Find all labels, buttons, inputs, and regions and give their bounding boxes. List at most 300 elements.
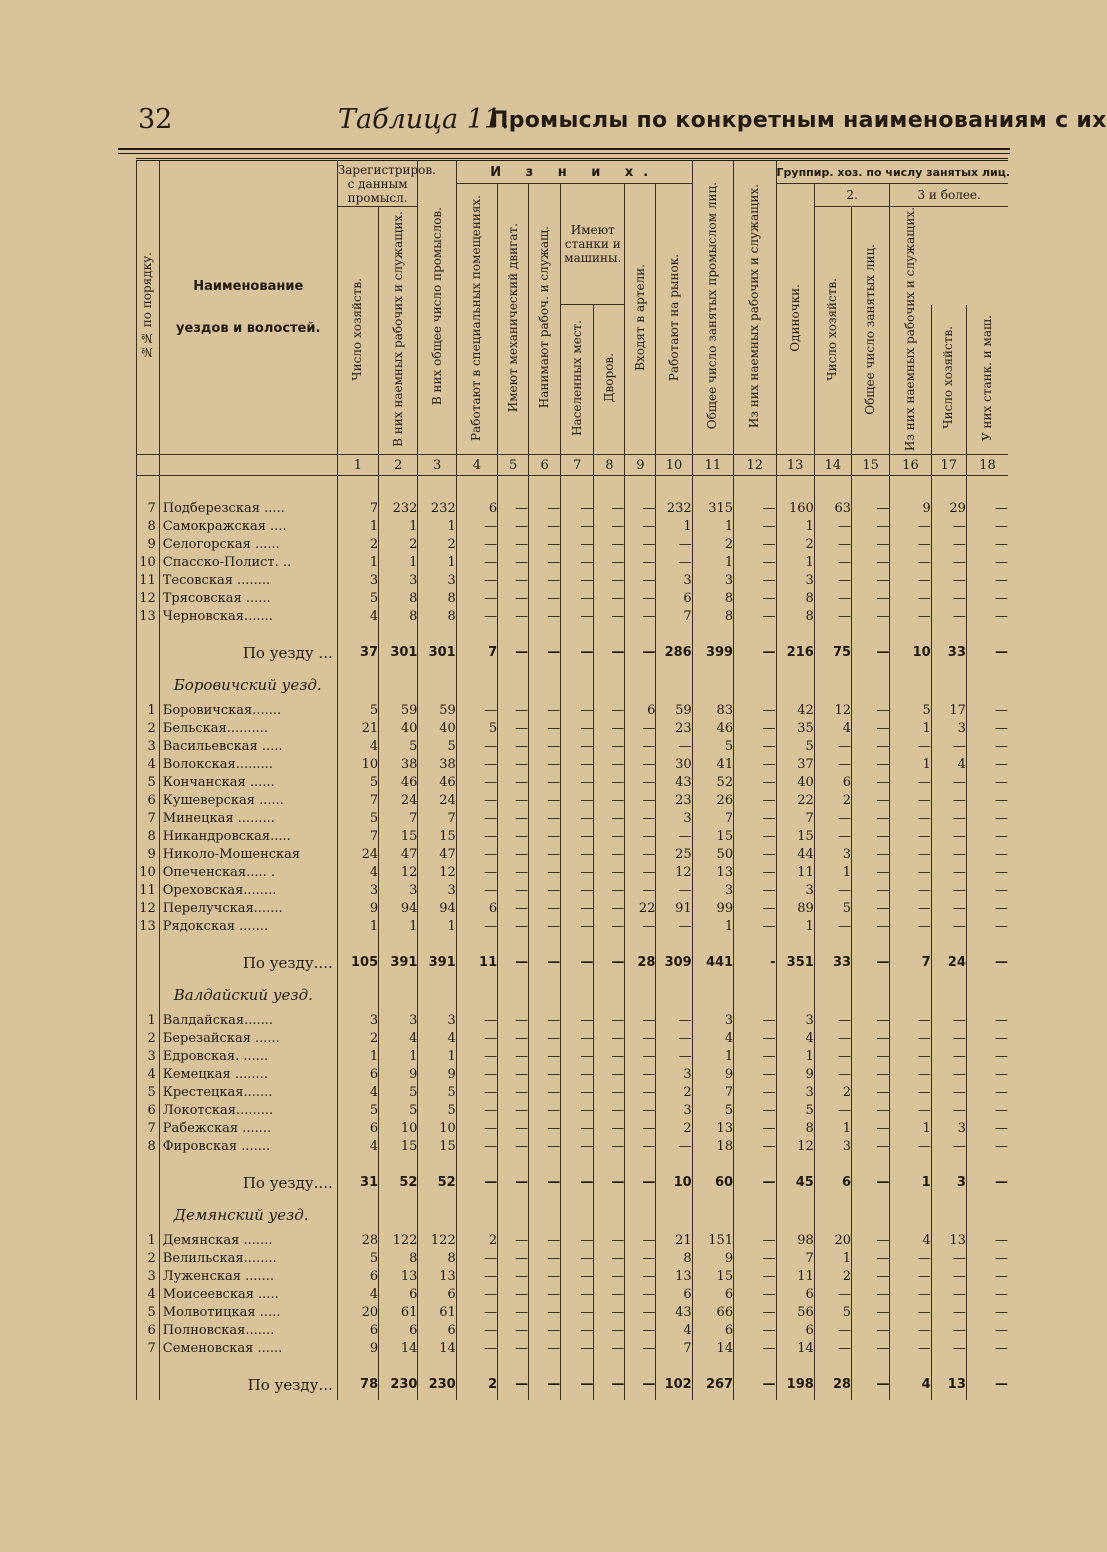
total-label: По уезду... bbox=[159, 1370, 337, 1400]
data-cell: — bbox=[966, 1340, 1008, 1358]
volost-name: Ореховская........ bbox=[159, 882, 337, 900]
empty-cell bbox=[931, 488, 966, 500]
data-cell: — bbox=[814, 572, 851, 590]
spacer-row bbox=[137, 1156, 1009, 1168]
empty-cell bbox=[137, 626, 160, 638]
total-cell: — bbox=[625, 1168, 656, 1198]
data-cell: — bbox=[456, 536, 497, 554]
empty-cell bbox=[966, 476, 1008, 489]
data-cell: — bbox=[561, 828, 594, 846]
table-row bbox=[137, 554, 1009, 572]
data-cell: — bbox=[966, 792, 1008, 810]
data-cell: 20 bbox=[814, 1232, 851, 1250]
data-cell: — bbox=[931, 1340, 966, 1358]
data-cell: — bbox=[625, 608, 656, 626]
data-cell: — bbox=[814, 1030, 851, 1048]
data-cell: — bbox=[594, 1286, 625, 1304]
table-row bbox=[137, 1048, 1009, 1066]
data-cell: — bbox=[931, 1250, 966, 1268]
data-cell: — bbox=[625, 1012, 656, 1030]
data-cell: — bbox=[594, 1102, 625, 1120]
data-cell: — bbox=[625, 1286, 656, 1304]
data-cell: 23 bbox=[656, 720, 692, 738]
data-cell: 1 bbox=[418, 1048, 456, 1066]
data-cell: — bbox=[456, 828, 497, 846]
data-cell: 7 bbox=[418, 810, 456, 828]
volost-name: Самокражская .... bbox=[159, 518, 337, 536]
volost-name: Семеновская ...... bbox=[159, 1340, 337, 1358]
data-cell: — bbox=[456, 1322, 497, 1340]
data-cell: 38 bbox=[418, 756, 456, 774]
total-cell: 267 bbox=[692, 1370, 733, 1400]
total-cell: 10 bbox=[890, 638, 931, 668]
data-cell: — bbox=[529, 536, 561, 554]
data-cell: — bbox=[561, 1138, 594, 1156]
data-cell: 1 bbox=[814, 864, 851, 882]
data-cell: 8 bbox=[379, 590, 418, 608]
table-row bbox=[137, 1340, 1009, 1358]
data-cell: 2 bbox=[379, 536, 418, 554]
empty-cell bbox=[456, 668, 497, 702]
data-cell: 232 bbox=[656, 500, 692, 518]
data-cell: 89 bbox=[776, 900, 814, 918]
data-cell: — bbox=[498, 608, 529, 626]
column-number: 7 bbox=[561, 455, 594, 476]
empty-cell bbox=[776, 488, 814, 500]
data-cell: 3 bbox=[379, 572, 418, 590]
empty-cell bbox=[692, 1198, 733, 1232]
column-number: 13 bbox=[776, 455, 814, 476]
data-cell: — bbox=[529, 1232, 561, 1250]
data-cell: 5 bbox=[692, 1102, 733, 1120]
data-cell: — bbox=[814, 1340, 851, 1358]
data-cell: — bbox=[890, 518, 931, 536]
col18-header: Из них наемных рабочих и служащих. bbox=[890, 207, 931, 455]
data-cell: 2 bbox=[656, 1120, 692, 1138]
row-number: 5 bbox=[137, 1304, 160, 1322]
row-number: 9 bbox=[137, 536, 160, 554]
volost-name: Кончанская ...... bbox=[159, 774, 337, 792]
data-cell: — bbox=[852, 756, 890, 774]
data-cell: — bbox=[456, 1250, 497, 1268]
data-cell: — bbox=[814, 1102, 851, 1120]
data-cell: — bbox=[594, 900, 625, 918]
row-number: 7 bbox=[137, 1340, 160, 1358]
page-header bbox=[138, 104, 1107, 138]
data-cell: — bbox=[529, 1066, 561, 1084]
volost-name: Кемецкая ........ bbox=[159, 1066, 337, 1084]
total-cell: — bbox=[561, 1370, 594, 1400]
data-cell: — bbox=[931, 518, 966, 536]
data-cell: 15 bbox=[776, 828, 814, 846]
data-cell: — bbox=[656, 1012, 692, 1030]
data-cell: 5 bbox=[776, 738, 814, 756]
data-cell: — bbox=[656, 882, 692, 900]
data-cell: 9 bbox=[418, 1066, 456, 1084]
data-cell: 1 bbox=[379, 1048, 418, 1066]
column-number: 4 bbox=[456, 455, 497, 476]
empty-cell bbox=[656, 978, 692, 1012]
data-cell: — bbox=[734, 720, 776, 738]
data-cell: — bbox=[625, 828, 656, 846]
data-cell: — bbox=[814, 608, 851, 626]
col7-header: Число хозяйств. bbox=[931, 305, 966, 455]
data-cell: — bbox=[594, 1012, 625, 1030]
empty-cell bbox=[418, 488, 456, 500]
data-cell: — bbox=[561, 572, 594, 590]
total-cell: 10 bbox=[656, 1168, 692, 1198]
data-cell: — bbox=[529, 1084, 561, 1102]
row-number: 6 bbox=[137, 1322, 160, 1340]
data-cell: 4 bbox=[418, 1030, 456, 1048]
data-cell: — bbox=[594, 1340, 625, 1358]
data-cell: — bbox=[561, 774, 594, 792]
column-number: 14 bbox=[814, 455, 851, 476]
data-cell: — bbox=[456, 1048, 497, 1066]
col1-header: Населенных мест. bbox=[561, 305, 594, 455]
data-cell: 15 bbox=[418, 828, 456, 846]
data-cell: — bbox=[625, 518, 656, 536]
data-cell: — bbox=[966, 774, 1008, 792]
data-cell: 14 bbox=[776, 1340, 814, 1358]
empty-cell bbox=[137, 488, 160, 500]
data-cell: — bbox=[852, 1286, 890, 1304]
data-cell: — bbox=[529, 554, 561, 572]
row-number bbox=[137, 668, 160, 702]
data-cell: — bbox=[734, 900, 776, 918]
row-number: 3 bbox=[137, 1268, 160, 1286]
data-cell: — bbox=[498, 518, 529, 536]
data-cell: 6 bbox=[337, 1268, 378, 1286]
data-cell: — bbox=[966, 810, 1008, 828]
data-cell: 3 bbox=[814, 1138, 851, 1156]
total-cell: — bbox=[456, 1168, 497, 1198]
data-cell: — bbox=[734, 756, 776, 774]
column-number: 8 bbox=[594, 455, 625, 476]
volost-name: Крестецкая....... bbox=[159, 1084, 337, 1102]
data-cell: — bbox=[529, 774, 561, 792]
empty-cell bbox=[456, 488, 497, 500]
data-cell: — bbox=[594, 1138, 625, 1156]
data-cell: — bbox=[456, 1012, 497, 1030]
data-cell: — bbox=[529, 1322, 561, 1340]
data-cell: 6 bbox=[337, 1322, 378, 1340]
empty-cell bbox=[337, 1156, 378, 1168]
data-cell: — bbox=[966, 864, 1008, 882]
total-cell: — bbox=[498, 638, 529, 668]
empty-cell bbox=[337, 1358, 378, 1370]
data-cell: — bbox=[561, 608, 594, 626]
data-cell: — bbox=[561, 536, 594, 554]
data-cell: — bbox=[734, 864, 776, 882]
data-cell: — bbox=[734, 1340, 776, 1358]
data-cell: — bbox=[456, 918, 497, 936]
data-cell: — bbox=[529, 518, 561, 536]
empty-cell bbox=[852, 488, 890, 500]
total-cell: 391 bbox=[418, 948, 456, 978]
data-cell: — bbox=[456, 1268, 497, 1286]
data-cell: — bbox=[498, 1250, 529, 1268]
data-cell: 9 bbox=[337, 900, 378, 918]
empty-cell bbox=[931, 668, 966, 702]
data-cell: — bbox=[561, 500, 594, 518]
data-cell: 10 bbox=[379, 1120, 418, 1138]
empty-cell bbox=[456, 1198, 497, 1232]
data-cell: — bbox=[931, 774, 966, 792]
data-cell: — bbox=[456, 882, 497, 900]
data-cell: — bbox=[625, 590, 656, 608]
empty-cell bbox=[529, 978, 561, 1012]
column-number: 10 bbox=[656, 455, 692, 476]
data-cell: — bbox=[529, 828, 561, 846]
data-cell: — bbox=[456, 1120, 497, 1138]
total-cell: 13 bbox=[931, 1370, 966, 1400]
data-cell: — bbox=[890, 882, 931, 900]
data-cell: — bbox=[734, 1030, 776, 1048]
data-cell: — bbox=[594, 554, 625, 572]
data-cell: — bbox=[456, 810, 497, 828]
volost-name: Селогорская ...... bbox=[159, 536, 337, 554]
data-cell: 30 bbox=[656, 756, 692, 774]
data-cell: — bbox=[814, 1322, 851, 1340]
empty-cell bbox=[594, 1198, 625, 1232]
data-cell: — bbox=[498, 1304, 529, 1322]
data-cell: — bbox=[734, 608, 776, 626]
header-rule bbox=[118, 148, 1010, 150]
data-cell: — bbox=[852, 1232, 890, 1250]
total-cell: 45 bbox=[776, 1168, 814, 1198]
data-cell: — bbox=[456, 756, 497, 774]
data-cell: — bbox=[498, 554, 529, 572]
data-cell: 9 bbox=[776, 1066, 814, 1084]
data-cell: — bbox=[656, 1030, 692, 1048]
table-row bbox=[137, 1268, 1009, 1286]
data-cell: 13 bbox=[931, 1232, 966, 1250]
data-cell: — bbox=[625, 738, 656, 756]
col16-header: Число хозяйств. bbox=[814, 207, 851, 455]
total-cell: — bbox=[498, 1168, 529, 1198]
volost-name: Молвотицкая ..... bbox=[159, 1304, 337, 1322]
data-cell: — bbox=[931, 792, 966, 810]
data-cell: — bbox=[529, 1268, 561, 1286]
data-cell: — bbox=[931, 918, 966, 936]
total-cell: 24 bbox=[931, 948, 966, 978]
data-cell: — bbox=[456, 1286, 497, 1304]
data-cell: 3 bbox=[776, 1084, 814, 1102]
data-cell: — bbox=[594, 1304, 625, 1322]
data-cell: — bbox=[594, 518, 625, 536]
table-row bbox=[137, 572, 1009, 590]
row-number bbox=[137, 1370, 160, 1400]
row-number: 5 bbox=[137, 1084, 160, 1102]
data-cell: 13 bbox=[692, 1120, 733, 1138]
data-cell: — bbox=[852, 1322, 890, 1340]
data-cell: — bbox=[931, 900, 966, 918]
table-row bbox=[137, 1120, 1009, 1138]
empty-cell bbox=[529, 936, 561, 948]
data-cell: 1 bbox=[337, 518, 378, 536]
data-cell: — bbox=[529, 1286, 561, 1304]
data-cell: — bbox=[561, 1066, 594, 1084]
data-cell: — bbox=[890, 1048, 931, 1066]
data-cell: — bbox=[852, 608, 890, 626]
table-row bbox=[137, 518, 1009, 536]
data-cell: 7 bbox=[776, 1250, 814, 1268]
data-cell: — bbox=[529, 738, 561, 756]
empty-cell bbox=[337, 668, 378, 702]
data-cell: 12 bbox=[379, 864, 418, 882]
data-cell: — bbox=[561, 1102, 594, 1120]
data-cell: — bbox=[814, 1286, 851, 1304]
data-cell: 7 bbox=[692, 1084, 733, 1102]
data-cell: — bbox=[456, 1102, 497, 1120]
data-cell: — bbox=[734, 590, 776, 608]
empty-cell bbox=[656, 476, 692, 489]
empty-cell bbox=[966, 978, 1008, 1012]
data-cell: — bbox=[966, 738, 1008, 756]
page-number: 32 bbox=[138, 104, 173, 135]
data-cell: — bbox=[529, 918, 561, 936]
data-cell: — bbox=[966, 1232, 1008, 1250]
data-cell: 6 bbox=[776, 1322, 814, 1340]
data-cell: 7 bbox=[337, 792, 378, 810]
empty-cell bbox=[734, 978, 776, 1012]
data-cell: — bbox=[498, 738, 529, 756]
empty-cell bbox=[137, 1156, 160, 1168]
empty-cell bbox=[418, 936, 456, 948]
data-cell: 2 bbox=[814, 1084, 851, 1102]
empty-cell bbox=[625, 978, 656, 1012]
data-cell: 122 bbox=[418, 1232, 456, 1250]
col9-header: Входят в артели. bbox=[625, 184, 656, 455]
data-cell: 3 bbox=[337, 572, 378, 590]
col14-header: Число хозяйств. bbox=[337, 207, 378, 455]
data-cell: — bbox=[561, 1268, 594, 1286]
data-cell: — bbox=[625, 1340, 656, 1358]
empty-cell bbox=[379, 978, 418, 1012]
empty-cell bbox=[337, 1198, 378, 1232]
empty-cell bbox=[529, 626, 561, 638]
col5-header: Имеют механический двигат. bbox=[498, 184, 529, 455]
data-cell: 5 bbox=[418, 1102, 456, 1120]
data-cell: 6 bbox=[692, 1286, 733, 1304]
total-cell: 216 bbox=[776, 638, 814, 668]
data-cell: — bbox=[456, 792, 497, 810]
col3-header: В них общее число промыслов. bbox=[418, 160, 456, 455]
data-cell: 61 bbox=[418, 1304, 456, 1322]
column-numbers-row bbox=[137, 455, 1009, 476]
table-row bbox=[137, 1084, 1009, 1102]
data-cell: — bbox=[890, 1268, 931, 1286]
empty-cell bbox=[776, 1198, 814, 1232]
data-cell: — bbox=[561, 1084, 594, 1102]
empty-cell bbox=[159, 488, 337, 500]
data-cell: 15 bbox=[418, 1138, 456, 1156]
empty-cell bbox=[890, 668, 931, 702]
volost-name: Рядокская ....... bbox=[159, 918, 337, 936]
data-cell: 26 bbox=[692, 792, 733, 810]
data-cell: — bbox=[498, 1084, 529, 1102]
empty-cell bbox=[594, 476, 625, 489]
data-cell: — bbox=[625, 774, 656, 792]
data-cell: 50 bbox=[692, 846, 733, 864]
empty-cell bbox=[561, 978, 594, 1012]
data-cell: 4 bbox=[337, 1286, 378, 1304]
data-cell: 2 bbox=[337, 536, 378, 554]
empty-cell bbox=[734, 476, 776, 489]
data-cell: — bbox=[931, 536, 966, 554]
data-cell: — bbox=[966, 1304, 1008, 1322]
data-cell: 94 bbox=[379, 900, 418, 918]
data-cell: 7 bbox=[656, 608, 692, 626]
data-cell: 5 bbox=[337, 810, 378, 828]
data-cell: 1 bbox=[656, 518, 692, 536]
data-cell: — bbox=[852, 1084, 890, 1102]
volost-name: Валдайская....... bbox=[159, 1012, 337, 1030]
empty-cell bbox=[418, 1156, 456, 1168]
data-cell: — bbox=[594, 918, 625, 936]
data-cell: 13 bbox=[379, 1268, 418, 1286]
table-row bbox=[137, 738, 1009, 756]
data-cell: — bbox=[625, 1304, 656, 1322]
data-cell: — bbox=[966, 572, 1008, 590]
empty-cell bbox=[594, 978, 625, 1012]
data-cell: 35 bbox=[776, 720, 814, 738]
empty-cell bbox=[594, 1358, 625, 1370]
table-row bbox=[137, 608, 1009, 626]
total-cell: 105 bbox=[337, 948, 378, 978]
empty-cell bbox=[734, 488, 776, 500]
data-cell: — bbox=[594, 590, 625, 608]
spacer-row bbox=[137, 488, 1009, 500]
data-cell: — bbox=[966, 900, 1008, 918]
data-cell: 15 bbox=[379, 828, 418, 846]
registered-group-header: Зарегистриров. с данным промысл. bbox=[337, 160, 418, 207]
column-number: 2 bbox=[379, 455, 418, 476]
empty-cell bbox=[966, 1156, 1008, 1168]
empty-cell bbox=[852, 1156, 890, 1168]
empty-cell bbox=[456, 1358, 497, 1370]
table-row bbox=[137, 1030, 1009, 1048]
data-cell: — bbox=[594, 720, 625, 738]
data-cell: — bbox=[561, 590, 594, 608]
empty-cell bbox=[561, 1198, 594, 1232]
data-cell: 22 bbox=[625, 900, 656, 918]
section-heading-row bbox=[137, 1198, 1009, 1232]
empty-cell bbox=[966, 488, 1008, 500]
data-cell: — bbox=[529, 1012, 561, 1030]
col17-header: Общее число занятых лиц. bbox=[852, 207, 890, 455]
data-cell: — bbox=[498, 1340, 529, 1358]
data-cell: — bbox=[734, 536, 776, 554]
empty-cell bbox=[814, 626, 851, 638]
empty-cell bbox=[692, 626, 733, 638]
data-cell: — bbox=[890, 828, 931, 846]
table-row bbox=[137, 918, 1009, 936]
data-cell: 6 bbox=[456, 900, 497, 918]
data-cell: 2 bbox=[337, 1030, 378, 1048]
data-cell: — bbox=[561, 1232, 594, 1250]
empty-cell bbox=[561, 626, 594, 638]
data-cell: — bbox=[890, 1066, 931, 1084]
data-cell: — bbox=[734, 1048, 776, 1066]
data-cell: — bbox=[498, 1286, 529, 1304]
empty-cell bbox=[159, 626, 337, 638]
data-cell: 47 bbox=[379, 846, 418, 864]
data-cell: 4 bbox=[656, 1322, 692, 1340]
data-cell: 15 bbox=[692, 1268, 733, 1286]
col11-header: Общее число занятых промыслом лиц. bbox=[692, 160, 733, 455]
